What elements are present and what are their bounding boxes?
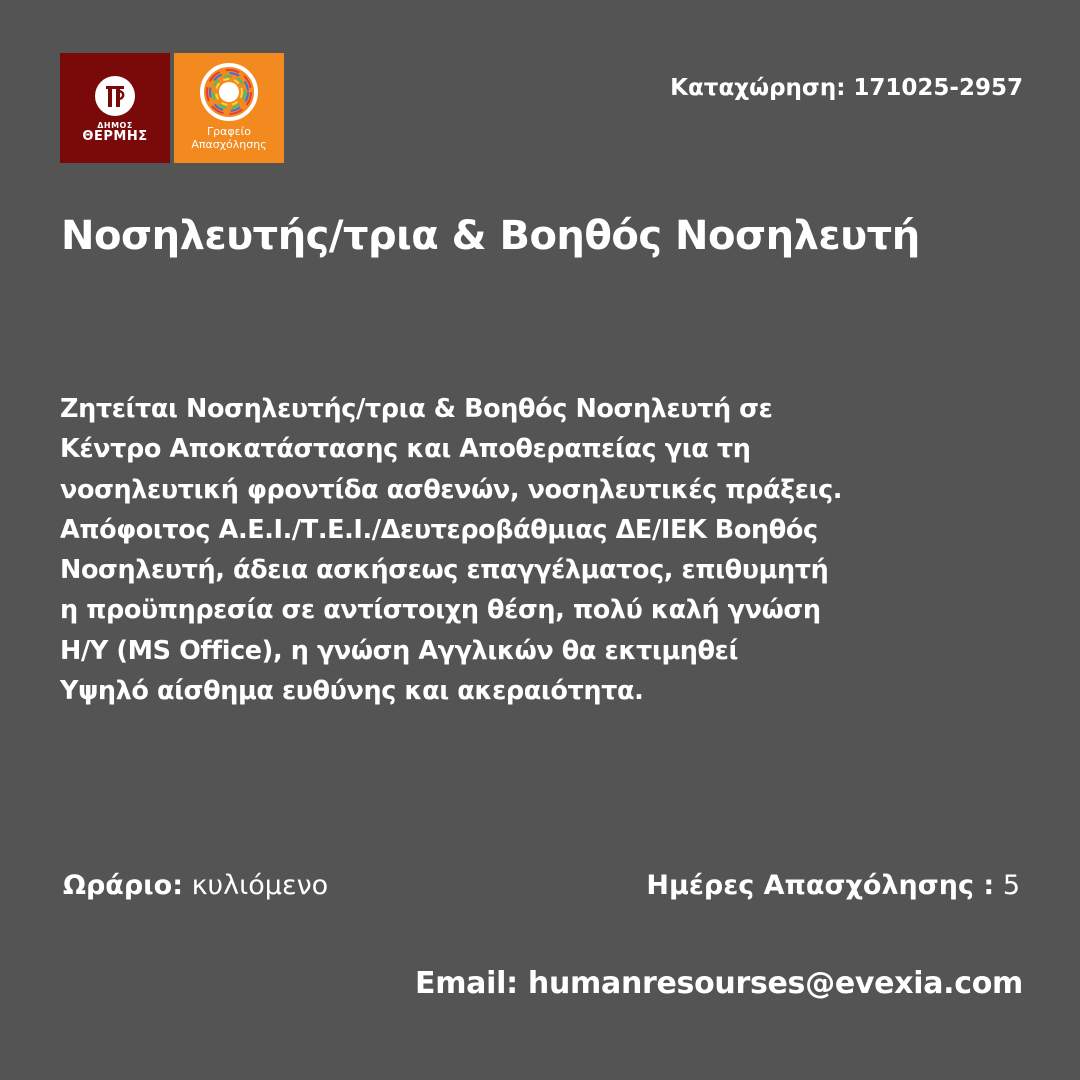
page-title: Νοσηλευτής/τρια & Βοηθός Νοσηλευτή	[61, 213, 920, 259]
municipality-logo-name: ΘΕΡΜΗΣ	[82, 129, 148, 144]
municipality-logo	[60, 53, 170, 163]
municipality-emblem-icon	[94, 75, 136, 117]
schedule-info	[63, 870, 328, 901]
registration-number: Καταχώρηση: 171025-2957	[670, 75, 1023, 101]
description-line: Νοσηλευτή, άδεια ασκήσεως επαγγέλματος, επιθυμητή	[60, 555, 829, 586]
contact-email: Email: humanresourses@evexia.com	[415, 966, 1023, 1001]
description-line: Η/Υ (MS Office), η γνώση Αγγλικών θα εκτιμηθεί	[60, 635, 739, 666]
description-line: η προϋπηρεσία σε αντίστοιχη θέση, πολύ καλή γνώση	[60, 595, 821, 626]
schedule-value: κυλιόμενο	[191, 870, 329, 901]
employment-office-logo-line1: Γραφείο	[206, 125, 252, 138]
schedule-label: Ωράριο:	[63, 870, 184, 901]
description-line: νοσηλευτική φροντίδα ασθενών, νοσηλευτικές πράξεις.	[60, 474, 843, 505]
job-description	[60, 389, 1030, 711]
description-line: Υψηλό αίσθημα ευθύνης και ακεραιότητα.	[60, 676, 644, 707]
colorful-ring-icon	[196, 59, 262, 125]
description-line: Απόφοιτος Α.Ε.Ι./Τ.Ε.Ι./Δευτεροβάθμιας ΔΕ/ΙΕΚ Βοηθός	[60, 514, 818, 545]
work-days-label: Ημέρες Απασχόλησης :	[646, 870, 995, 901]
employment-office-logo	[174, 53, 284, 163]
work-days-value: 5	[1002, 870, 1020, 901]
description-line: Ζητείται Νοσηλευτής/τρια & Βοηθός Νοσηλευτή σε	[60, 394, 773, 424]
employment-office-logo-line2: Απασχόλησης	[191, 138, 267, 151]
municipality-logo-small-text: ΔΗΜΟΣ	[97, 121, 133, 130]
description-line: Κέντρο Αποκατάστασης και Αποθεραπείας για τη	[60, 434, 751, 465]
work-days-info	[646, 870, 1020, 901]
